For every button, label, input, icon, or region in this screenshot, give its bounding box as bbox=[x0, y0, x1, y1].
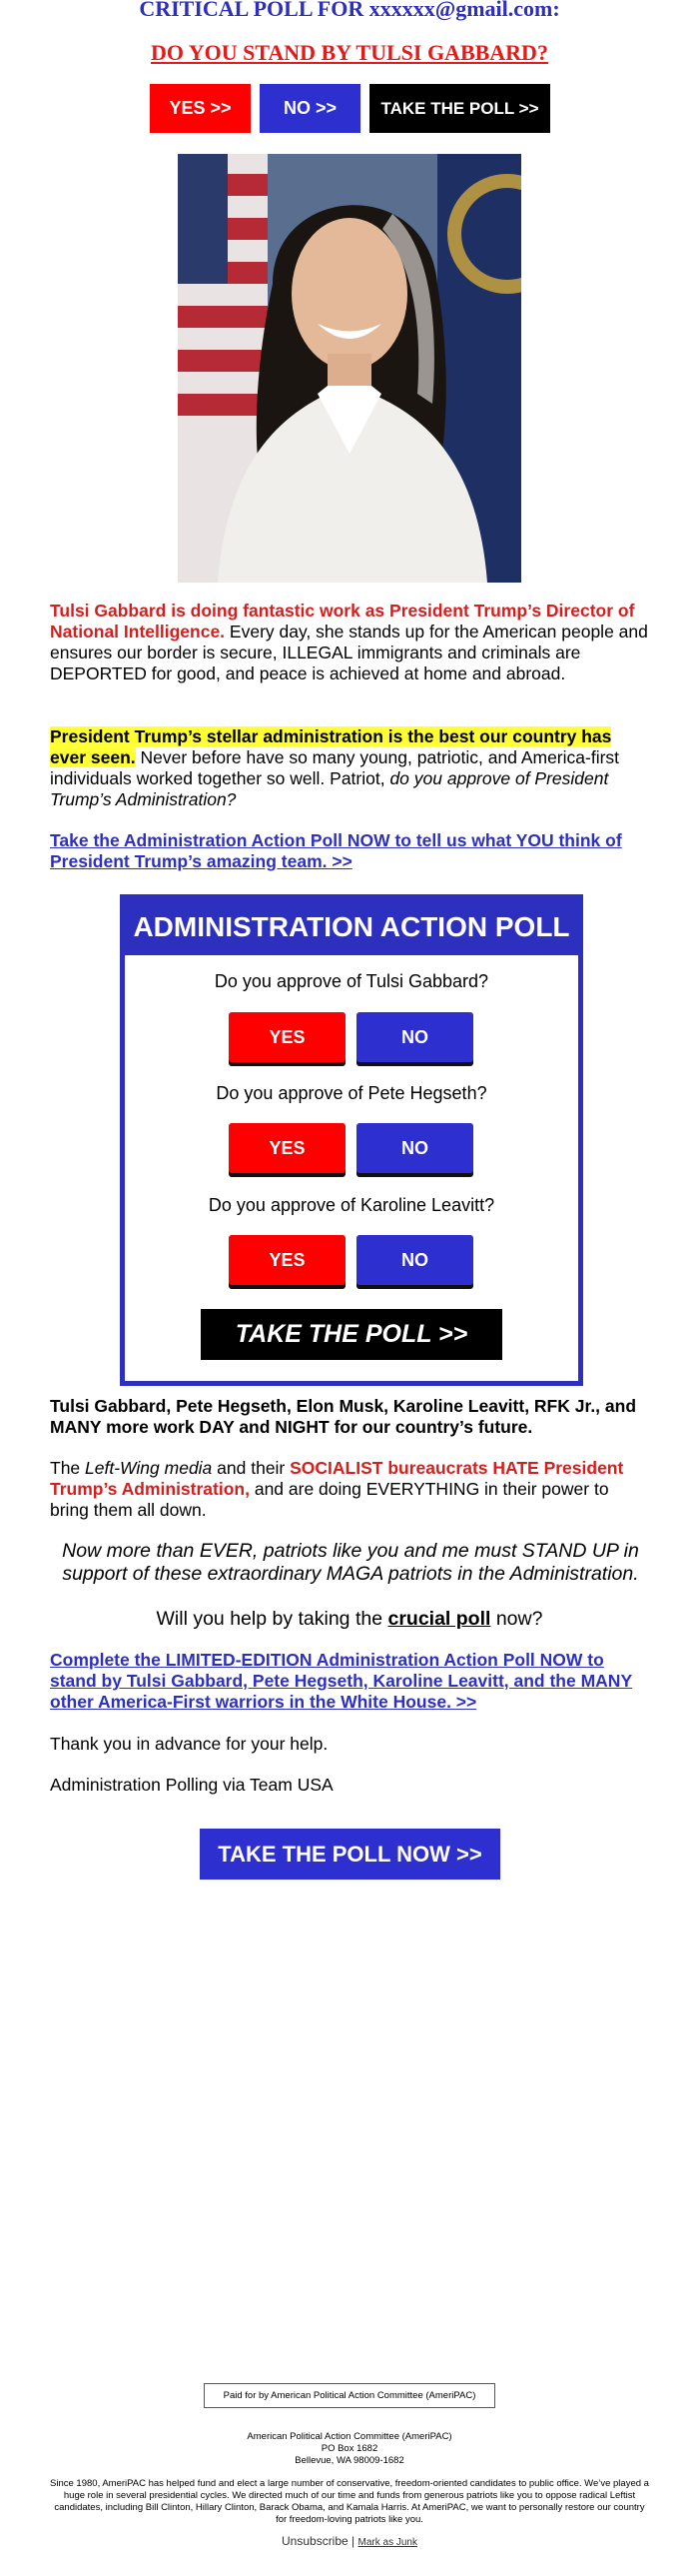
top-take-poll-button[interactable]: TAKE THE POLL >> bbox=[369, 84, 550, 133]
team-paragraph: Tulsi Gabbard, Pete Hegseth, Elon Musk, Karoline Leavitt, RFK Jr., and MANY more work DAY and NIGHT for our country’s future. bbox=[50, 1396, 637, 1437]
question-2-no-button[interactable]: NO bbox=[356, 1123, 473, 1173]
opposition-and-their: and their bbox=[212, 1458, 291, 1478]
poll-link-paragraph bbox=[50, 830, 649, 872]
mark-as-junk-link[interactable]: Mark as Junk bbox=[357, 2537, 417, 2548]
socialist-text: SOCIALIST bureaucrats HATE President bbox=[290, 1458, 624, 1478]
unsubscribe-separator: | bbox=[351, 2534, 355, 2548]
footer-org: American Political Action Committee (AmeriPAC) bbox=[247, 2431, 452, 2442]
footer-city: Bellevue, WA 98009-1682 bbox=[295, 2455, 404, 2466]
poll-box bbox=[120, 894, 583, 1386]
portrait-photo[interactable] bbox=[178, 154, 521, 583]
intro-rest: Every day, she stands up for the American people and ensures our border is secure, ILLEGAL immigrants and criminals are DEPORTED for good, and peace is achieved at home and abroad. bbox=[50, 622, 648, 683]
header-title: CRITICAL POLL FOR xxxxxx@gmail.com: bbox=[139, 0, 560, 21]
limited-edition-paragraph bbox=[50, 1650, 649, 1713]
poll-title: ADMINISTRATION ACTION POLL bbox=[125, 899, 578, 955]
footer-po-box: PO Box 1682 bbox=[321, 2443, 378, 2454]
signature-text: Administration Polling via Team USA bbox=[50, 1775, 334, 1795]
crucial-poll-text: crucial poll bbox=[387, 1608, 491, 1630]
thanks-text: Thank you in advance for your help. bbox=[50, 1734, 329, 1754]
question-3-no-button[interactable]: NO bbox=[356, 1235, 473, 1285]
top-yes-button[interactable]: YES >> bbox=[150, 84, 251, 133]
poll-question-1: Do you approve of Tulsi Gabbard? bbox=[214, 971, 489, 991]
take-poll-now-button[interactable]: TAKE THE POLL NOW >> bbox=[200, 1829, 500, 1880]
question-1-yes-button[interactable]: YES bbox=[229, 1012, 346, 1062]
highlight-text: President Trump’s stellar administration is the best our country has ever seen. bbox=[50, 726, 612, 767]
portrait-image bbox=[178, 154, 521, 583]
opposition-paragraph bbox=[50, 1458, 649, 1521]
left-wing-media: Left-Wing media bbox=[85, 1458, 213, 1478]
footer-about: Since 1980, AmeriPAC has helped fund and elect a large number of conservative, freedom-oriented candidates to public office. We’ve played a huge role in several presidential cycles. We directed much of our time and funds from generous patriots like you to oppose radical Leftist candidates, including Bill Clinton, Hillary Clinton, Barack Obama, and Kamala Harris. At AmeriPAC, we want to personally restore our country for freedom-loving patriots like you. bbox=[50, 2478, 649, 2525]
intro-paragraph bbox=[50, 601, 649, 684]
unsubscribe-row bbox=[0, 2534, 699, 2548]
help-question bbox=[50, 1608, 649, 1631]
header-question: DO YOU STAND BY TULSI GABBARD? bbox=[151, 40, 548, 65]
intro-lead: Tulsi Gabbard is doing fantastic work as President Trump’s Director of National Intelligence. bbox=[50, 601, 635, 642]
trump-admin-text: Trump’s Administration, bbox=[50, 1479, 250, 1499]
paid-for-box: Paid for by American Political Action Committee (AmeriPAC) bbox=[204, 2383, 495, 2408]
question-1-no-button[interactable]: NO bbox=[356, 1012, 473, 1062]
opposition-the: The bbox=[50, 1458, 86, 1478]
poll-question-2: Do you approve of Pete Hegseth? bbox=[216, 1083, 487, 1103]
stand-up-paragraph: Now more than EVER, patriots like you and me must STAND UP in support of these extraordinary MAGA patriots in the Administration. bbox=[62, 1540, 639, 1585]
question-3-yes-button[interactable]: YES bbox=[229, 1235, 346, 1285]
limited-edition-link[interactable]: Complete the LIMITED-EDITION Administration Action Poll NOW to stand by Tulsi Gabbard, Pete Hegseth, Karoline Leavitt, and the MANY other America-First warriors in the White House. >> bbox=[50, 1650, 633, 1712]
opposition-rest: and are doing EVERYTHING in their power to bring them all down. bbox=[50, 1479, 609, 1520]
help-after: now? bbox=[490, 1608, 543, 1630]
poll-link[interactable]: Take the Administration Action Poll NOW to tell us what YOU think of President Trump’s amazing team. >> bbox=[50, 830, 622, 871]
unsubscribe-link[interactable]: Unsubscribe bbox=[282, 2534, 349, 2548]
admin-question: do you approve of President Trump’s Administration? bbox=[50, 768, 609, 809]
question-2-yes-button[interactable]: YES bbox=[229, 1123, 346, 1173]
poll-take-button[interactable]: TAKE THE POLL >> bbox=[201, 1309, 502, 1360]
poll-question-3: Do you approve of Karoline Leavitt? bbox=[208, 1195, 495, 1215]
help-before: Will you help by taking the bbox=[156, 1608, 388, 1630]
top-no-button[interactable]: NO >> bbox=[260, 84, 360, 133]
admin-rest: Never before have so many young, patriotic, and America-first individuals worked together so well. Patriot, bbox=[50, 747, 620, 788]
administration-paragraph bbox=[50, 726, 649, 810]
